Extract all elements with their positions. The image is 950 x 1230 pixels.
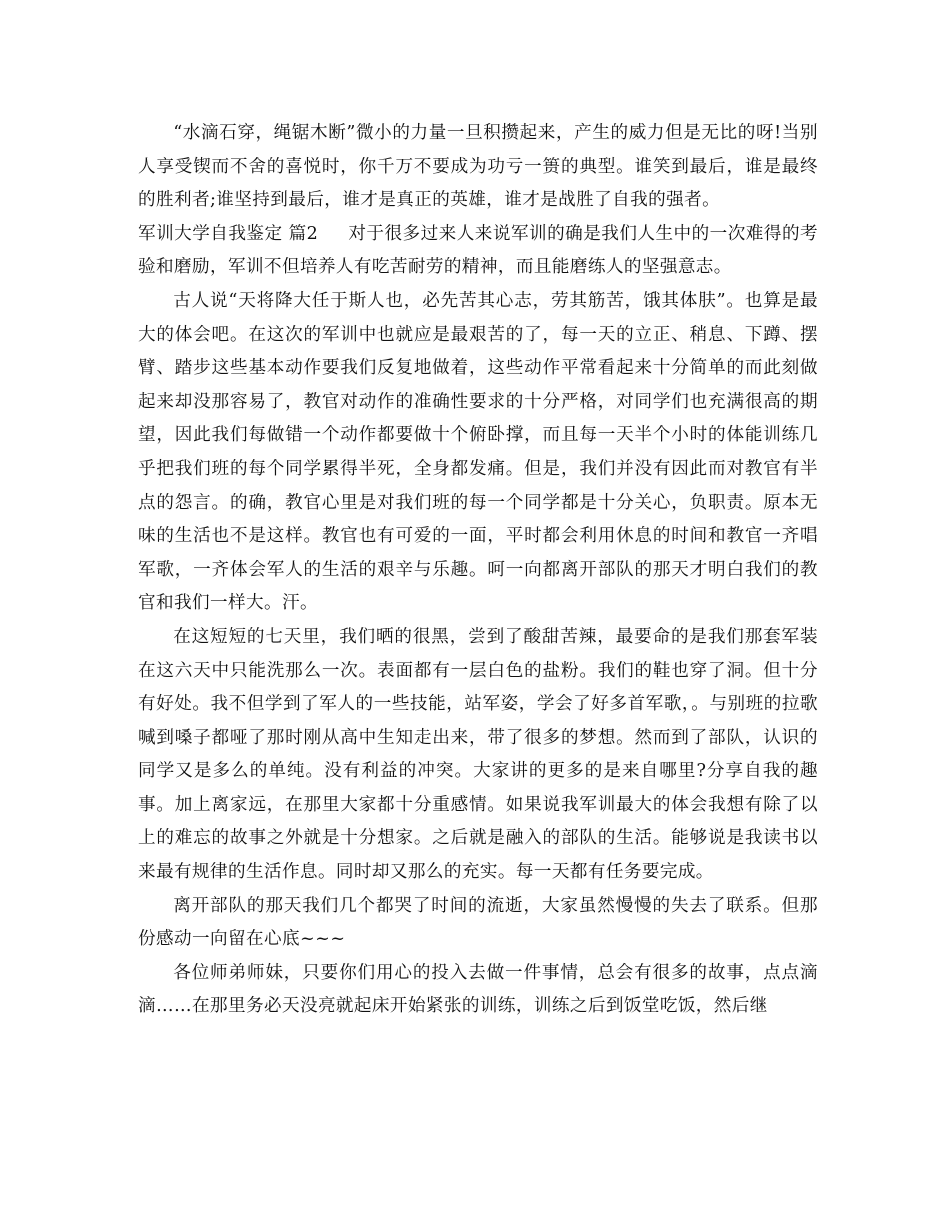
paragraph-2 (138, 218, 818, 285)
paragraph-3: 古人说“天将降大任于斯人也，必先苦其心志，劳其筋苦，饿其体肤”。也算是最大的体会吧。在这次的军训中也就应是最艰苦的了，每一天的立正、稍息、下蹲、摆臂、踏步这些基本动作要我们反复地做着，这些动作平常看起来十分简单的而此刻做起来却没那容易了，教官对动作的准确性要求的十分严格，对同学们也充满很高的期望，因此我们每做错一个动作都要做十个俯卧撑，而且每一天半个小时的体能训练几乎把我们班的每个同学累得半死，全身都发痛。但是，我们并没有因此而对教官有半点的怨言。的确，教官心里是对我们班的每一个同学都是十分关心，负职责。原本无味的生活也不是这样。教官也有可爱的一面，平时都会利用休息的时间和教官一齐唱军歌，一齐体会军人的生活的艰辛与乐趣。呵一向都离开部队的那天才明白我们的教官和我们一样大。汗。 (138, 290, 818, 614)
section-heading: 军训大学自我鉴定 篇2 (138, 223, 319, 244)
paragraph-4: 在这短短的七天里，我们晒的很黑，尝到了酸甜苦辣，最要命的是我们那套军装在这六天中只能洗那么一次。表面都有一层白色的盐粉。我们的鞋也穿了洞。但十分有好处。我不但学到了军人的一些技能，站军姿，学会了好多首军歌，。与别班的拉歌喊到嗓子都哑了那时刚从高中生知走出来，带了很多的梦想。然而到了部队，认识的同学又是多么的单纯。没有利益的冲突。大家讲的更多的是来自哪里?分享自我的趣事。加上离家远，在那里大家都十分重感情。如果说我军训最大的体会我想有除了以上的难忘的故事之外就是十分想家。之后就是融入的部队的生活。能够说是我读书以来最有规律的生活作息。同时却又那么的充实。每一天都有任务要完成。 (138, 626, 818, 883)
paragraph-1: “水滴石穿，绳锯木断”微小的力量一旦积攒起来，产生的威力但是无比的呀!当别人享受锲而不舍的喜悦时，你千万不要成为功亏一篑的典型。谁笑到最后，谁是最终的胜利者;谁坚持到最后，谁才是真正的英雄，谁才是战胜了自我的强者。 (138, 123, 818, 211)
paragraph-2-text: 对于很多过来人来说军训的确是我们人生中的一次难得的考验和磨励，军训不但培养人有吃苦耐劳的精神，而且能磨练人的坚强意志。 (138, 223, 819, 278)
document-body (138, 117, 818, 1024)
paragraph-6: 各位师弟师妹，只要你们用心的投入去做一件事情，总会有很多的故事，点点滴滴……在那里务必天没亮就起床开始紧张的训练，训练之后到饭堂吃饭，然后继 (138, 962, 818, 1017)
paragraph-5: 离开部队的那天我们几个都哭了时间的流逝，大家虽然慢慢的失去了联系。但那份感动一向留在心底~~~ (138, 895, 818, 950)
